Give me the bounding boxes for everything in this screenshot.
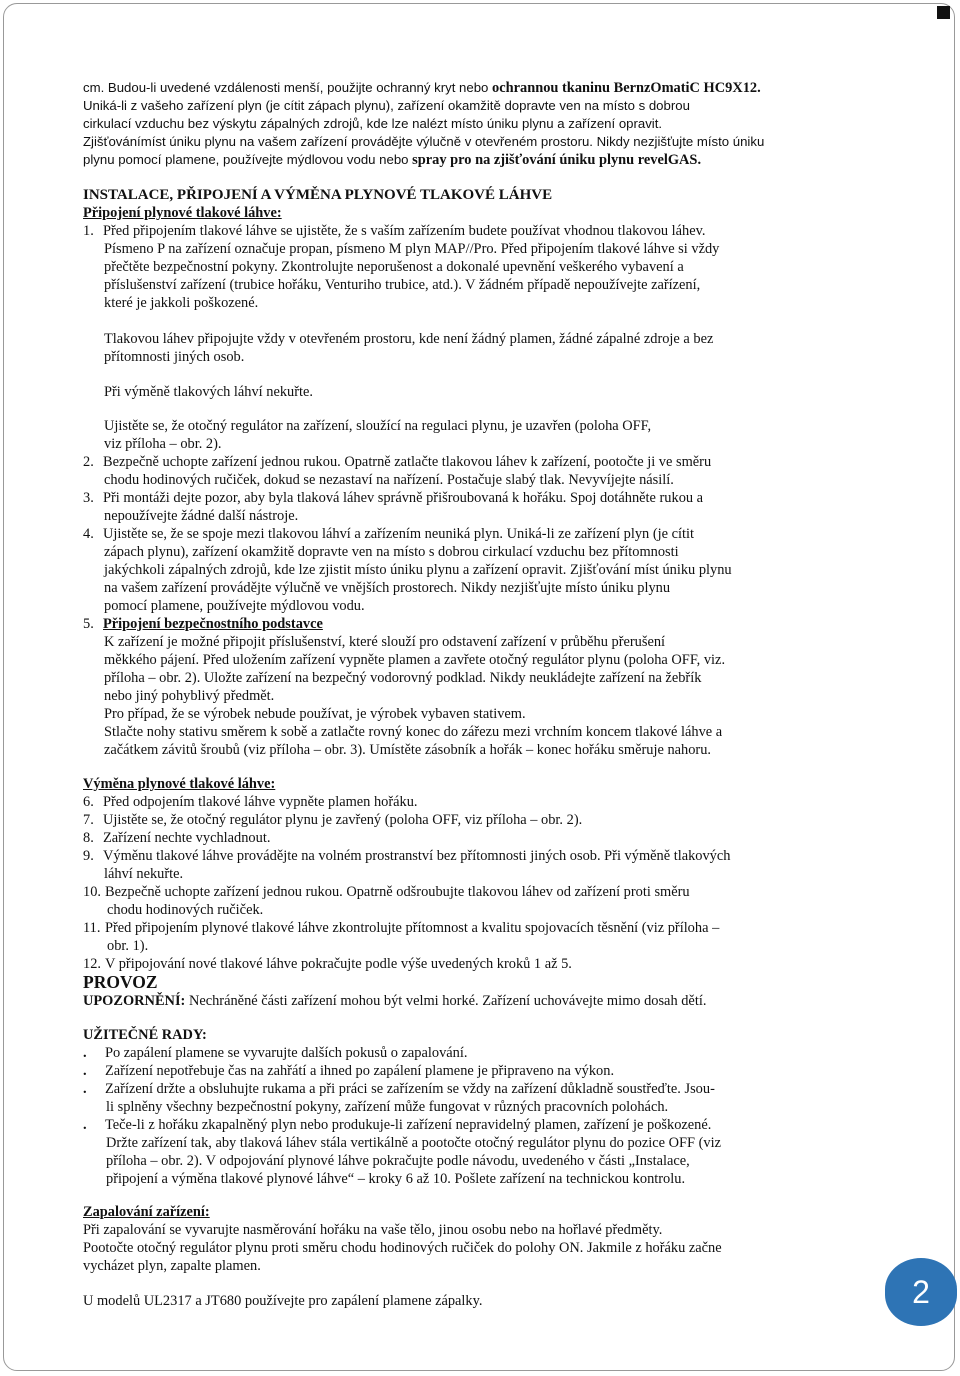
paragraph-line: Ujistěte se, že otočný regulátor na zařízení, sloužící na regulaci plynu, je uzavřen (poloha OFF,	[104, 418, 652, 434]
paragraph-line: vycházet plyn, zapalte plamen.	[83, 1258, 261, 1274]
intro-line: plynu pomocí plamene, používejte mýdlovou vodu nebo spray pro na zjišťování úniku plynu revelGAS.	[83, 152, 702, 168]
list-item: . Zařízení nepotřebuje čas na zahřátí a ihned po zapálení plamene je připraveno na výkon.	[83, 1063, 615, 1079]
list-item: 4. Ujistěte se, že se spoje mezi tlakovou láhví a zařízením neuniká plyn. Uniká-li ze zařízení plyn (je cítit	[83, 526, 694, 542]
list-item-line: li splněny všechny bezpečnostní pokyny, zařízení může fungovat v různých pracovních polohách.	[106, 1099, 669, 1115]
section-heading: UŽITEČNÉ RADY:	[83, 1027, 207, 1043]
list-item-line: připojení a výměna tlakové plynové láhve“ – kroky 6 až 10. Pošlete zařízení na technickou kontrolu.	[106, 1171, 686, 1187]
list-item-line: měkkého pájení. Před uložením zařízení vypněte plamen a zavřete otočný regulátor plynu (poloha OFF, viz.	[104, 652, 726, 668]
list-item-line: příslušenství zařízení (trubice hořáku, Venturiho trubice, atd.). V žádném případě nepoužívejte zařízení,	[104, 277, 701, 293]
list-item-line: začátkem závitů šroubů (viz příloha – obr. 3). Umístěte zásobník a hořák – konec hořáku směruje nahoru.	[104, 742, 712, 758]
list-item: . Zařízení držte a obsluhujte rukama a při práci se zařízením se vždy na zařízení důkladně soustřeďte. Jsou-	[83, 1081, 715, 1097]
list-item: 6. Před odpojením tlakové láhve vypněte plamen hořáku.	[83, 794, 418, 810]
subheading: Připojení plynové tlakové láhve:	[83, 205, 282, 221]
paragraph-line: Při výměně tlakových láhví nekuřte.	[104, 384, 314, 400]
paragraph-line: Pootočte otočný regulátor plynu proti směru chodu hodinových ručiček do polohy ON. Jakmile z hořáku začne	[83, 1240, 722, 1256]
intro-line: Uniká-li z vašeho zařízení plyn (je cítit zápach plynu), zařízení okamžitě dopravte ven na místo s dobrou	[83, 98, 690, 113]
models-note: U modelů UL2317 a JT680 používejte pro zapálení plamene zápalky.	[83, 1293, 483, 1309]
list-item-line: Stlačte nohy stativu směrem k sobě a zatlačte rovný konec do zářezu mezi vrchním koncem tlakové láhve a	[104, 724, 723, 740]
list-item-line: nebo jiný pohyblivý předmět.	[104, 688, 275, 704]
list-item-line: obr. 1).	[107, 938, 149, 954]
section-heading: INSTALACE, PŘIPOJENÍ A VÝMĚNA PLYNOVÉ TLAKOVÉ LÁHVE	[83, 187, 553, 203]
list-item-line: K zařízení je možné připojit příslušenství, které slouží pro odstavení zařízení v průběhu přerušení	[104, 634, 666, 650]
list-item: 1. Před připojením tlakové láhve se ujistěte, že s vaším zařízením budete používat vhodnou tlakovou láhev.	[83, 223, 706, 239]
list-item-line: na vašem zařízení provádějte výlučně ve vnějších prostorech. Nikdy nezjišťujte místo úniku plynu	[104, 580, 671, 596]
list-item: 2. Bezpečně uchopte zařízení jednou rukou. Opatrně zatlačte tlakovou láhev k zařízení, pootočte ji ve směru	[83, 454, 712, 470]
list-item-line: které je jakkoli poškozené.	[104, 295, 259, 311]
subheading: Zapalování zařízení:	[83, 1204, 210, 1220]
list-item-line: chodu hodinových ručiček, dokud se nezastaví na nařízení. Postačuje slabý tlak. Nevyvíjejte násilí.	[104, 472, 674, 488]
section-heading: PROVOZ	[83, 972, 158, 992]
list-item: 3. Při montáži dejte pozor, aby byla tlaková láhev správně přišroubovaná k hořáku. Spoj dotáhněte rukou a	[83, 490, 704, 506]
paragraph-line: přítomnosti jiných osob.	[104, 349, 245, 365]
paragraph-line: Při zapalování se vyvarujte nasměrování hořáku na vaše tělo, jinou osobu nebo na hořlavé předměty.	[83, 1222, 663, 1238]
subheading: Výměna plynové tlakové láhve:	[83, 776, 276, 792]
list-item-line: chodu hodinových ručiček.	[107, 902, 264, 918]
page-number: 2	[912, 1273, 930, 1310]
paragraph-line: Tlakovou láhev připojujte vždy v otevřeném prostoru, kde není žádný plamen, žádné zápalné zdroje a bez	[104, 331, 714, 347]
list-item: 8. Zařízení nechte vychladnout.	[83, 830, 271, 846]
list-item: 12. V připojování nové tlakové láhve pokračujte podle výše uvedených kroků 1 až 5.	[83, 956, 572, 972]
list-item: 5. Připojení bezpečnostního podstavce	[83, 616, 323, 632]
list-item-line: Pro případ, že se výrobek nebude používat, je výrobek vybaven stativem.	[104, 706, 526, 722]
warning-text: UPOZORNĚNÍ: Nechráněné části zařízení mohou být velmi horké. Zařízení uchovávejte mimo dosah dětí.	[83, 993, 707, 1009]
intro-line: cirkulací vzduchu bez výskytu zápalných zdrojů, kde lze nalézt místo úniku plynu a zařízení opravit.	[83, 116, 663, 131]
list-item-line: pomocí plamene, používejte mýdlovou vodu.	[104, 598, 365, 614]
list-item: 10. Bezpečně uchopte zařízení jednou rukou. Opatrně odšroubujte tlakovou láhev od zařízení proti směru	[83, 884, 690, 900]
paragraph-line: viz příloha – obr. 2).	[104, 436, 222, 452]
page-number-badge	[885, 1258, 957, 1326]
list-item-line: nepoužívejte žádné další nástroje.	[104, 508, 299, 524]
list-item-line: zápach plynu), zařízení okamžitě dopravte ven na místo s dobrou cirkulací vzduchu bez přítomnosti	[104, 544, 679, 560]
intro-line: Zjišťovánímíst úniku plynu na vašem zařízení provádějte výlučně v otevřeném prostoru. Nikdy nezjišťujte místo úniku	[83, 134, 765, 149]
intro-line: cm. Budou-li uvedené vzdálenosti menší, použijte ochranný kryt nebo ochrannou tkaninu BernzOmatiC HC9X12.	[83, 80, 761, 96]
list-item-line: Písmeno P na zařízení označuje propan, písmeno M plyn MAP//Pro. Před připojením tlakové láhve si vždy	[104, 241, 720, 257]
list-item: . Po zapálení plamene se vyvarujte dalších pokusů o zapalování.	[83, 1045, 468, 1061]
list-item: 9. Výměnu tlakové láhve provádějte na volném prostranství bez přítomnosti jiných osob. Při výměně tlakových	[83, 848, 731, 864]
list-item: . Teče-li z hořáku zkapalněný plyn nebo produkuje-li zařízení nepravidelný plamen, zařízení je poškozené.	[83, 1117, 712, 1133]
list-item-line: Držte zařízení tak, aby tlaková láhev stála vertikálně a pootočte otočný regulátor plynu do pozice OFF (viz	[106, 1135, 721, 1151]
list-item-line: přečtěte bezpečnostní pokyny. Zkontrolujte neporušenost a dokonalé upevnění veškerého vybavení a	[104, 259, 684, 275]
list-item-line: láhví nekuřte.	[104, 866, 184, 882]
list-item-line: příloha – obr. 2). Uložte zařízení na bezpečný vodorovný podklad. Nikdy neukládejte zařízení na žebřík	[104, 670, 702, 686]
list-item-line: jakýchkoli zápalných zdrojů, kde lze zjistit místo úniku plynu a zařízení opravit. Zjišťování míst úniku plynu	[104, 562, 732, 578]
corner-marker	[937, 6, 950, 19]
list-item: 11. Před připojením plynové tlakové láhve zkontrolujte přítomnost a kvalitu spojovacích těsnění (viz příloha –	[83, 920, 720, 936]
list-item-line: příloha – obr. 2). V odpojování plynové láhve pokračujte podle návodu, uvedeného v části „Instalace,	[106, 1153, 690, 1169]
list-item: 7. Ujistěte se, že otočný regulátor plynu je zavřený (poloha OFF, viz příloha – obr. 2).	[83, 812, 583, 828]
